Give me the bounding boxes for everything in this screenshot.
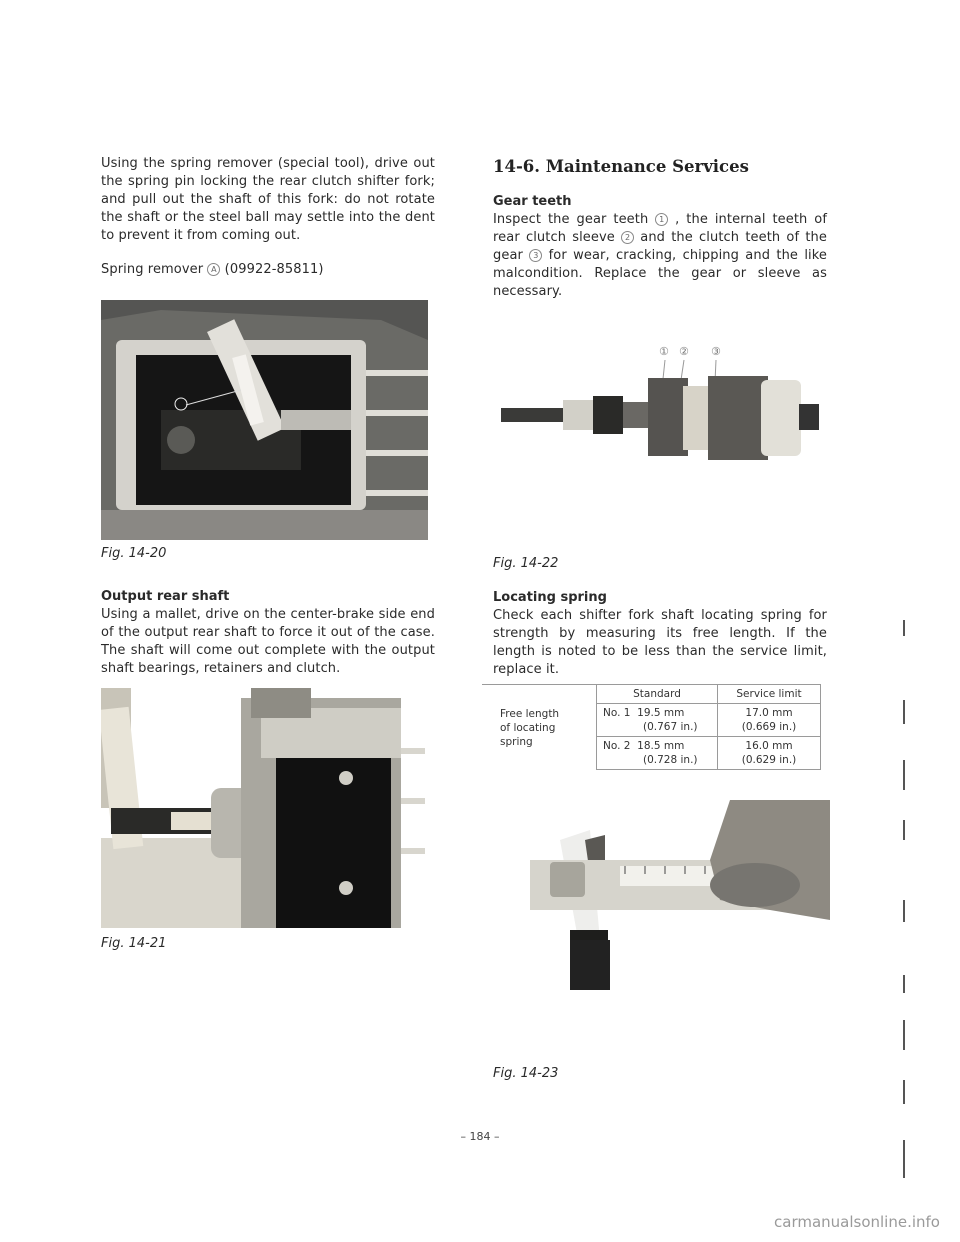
table-header-row [482, 685, 821, 704]
locating-spring-heading: Locating spring [493, 590, 607, 605]
header-service-limit: Service limit [718, 685, 821, 704]
fig-14-23-photo [530, 800, 830, 1000]
mark-a-icon: A [207, 263, 220, 276]
gear-text-part-3: and the clutch teeth of the gear [493, 230, 827, 263]
mark-3-icon: 3 [529, 249, 542, 262]
header-standard: Standard [597, 685, 718, 704]
scan-edge-mark [903, 975, 905, 993]
no2-standard-cell [597, 737, 718, 770]
callout-1: ① [659, 345, 669, 358]
spring-remover-line [101, 261, 435, 279]
spring-spec-table [482, 684, 821, 770]
output-rear-shaft-section [101, 588, 435, 678]
watermark: carmanualsonline.info [774, 1213, 940, 1231]
callout-3: ③ [711, 345, 721, 358]
no1-limit-mm: 17.0 mm [745, 707, 793, 719]
left-column [101, 155, 435, 279]
output-rear-shaft-heading: Output rear shaft [101, 589, 230, 604]
scan-edge-mark [903, 820, 905, 840]
no2-standard-mm: 18.5 mm [637, 740, 685, 752]
scan-edge-mark [903, 1080, 905, 1104]
no2-limit-in: (0.629 in.) [741, 754, 797, 766]
fig-14-20-photo [101, 300, 428, 540]
gear-teeth-heading: Gear teeth [493, 194, 572, 209]
row-label-line-3: spring [500, 736, 533, 748]
callout-2: ② [679, 345, 689, 358]
no1-limit-cell [718, 704, 821, 737]
locating-spring-text: Check each shifter fork shaft locating spring for strength by measuring its free length. If the length is noted to be less than the service limit, replace it. [493, 608, 827, 677]
no1-label: No. 1 [603, 707, 631, 719]
mark-2-icon: 2 [621, 231, 634, 244]
no2-limit-mm: 16.0 mm [745, 740, 793, 752]
spring-remover-part-number: (09922-85811) [224, 262, 324, 277]
scan-edge-mark [903, 700, 905, 724]
scan-edge-mark [903, 1140, 905, 1178]
section-title: 14-6. Maintenance Services [493, 157, 749, 176]
gear-text-part-2: , the internal teeth of rear clutch sleeve [493, 212, 828, 245]
scan-edge-mark [903, 1020, 905, 1050]
no1-standard-cell [597, 704, 718, 737]
no1-standard-mm: 19.5 mm [637, 707, 685, 719]
row-label-cell [482, 685, 597, 770]
row-label-line-1: Free length [500, 708, 560, 720]
row-label-line-2: of locating [500, 722, 556, 734]
no2-standard-in: (0.728 in.) [643, 754, 698, 766]
fig-14-22-caption: Fig. 14-22 [493, 556, 559, 571]
fig-14-23-caption: Fig. 14-23 [493, 1066, 559, 1081]
no2-limit-cell [718, 737, 821, 770]
no1-standard-in: (0.767 in.) [643, 721, 698, 733]
spring-remover-label: Spring remover [101, 262, 204, 277]
page-number: – 184 – [460, 1130, 500, 1143]
fig-14-21-photo [101, 688, 425, 928]
fig-14-22-photo [493, 330, 823, 500]
scan-edge-mark [903, 620, 905, 636]
intro-paragraph: Using the spring remover (special tool), drive out the spring pin locking the rear clutch shifter fork; and pull out the shaft of this fork: do not rotate the shaft or the steel ball may settle into the dent to prevent it from coming out. [101, 156, 435, 243]
scan-edge-mark [903, 900, 905, 922]
gear-text-part-4: for wear, cracking, chipping and the like malcondition. Replace the gear or sleeve as necessary. [493, 248, 828, 299]
gear-teeth-section [493, 193, 827, 301]
no2-label: No. 2 [603, 740, 631, 752]
output-rear-shaft-text: Using a mallet, drive on the center-brake side end of the output rear shaft to force it out of the case. The shaft will come out complete with the output shaft bearings, retainers and clutch. [101, 607, 435, 676]
locating-spring-section [493, 589, 827, 679]
fig-14-21-caption: Fig. 14-21 [101, 936, 167, 951]
mark-1-icon: 1 [655, 213, 668, 226]
fig-14-20-caption: Fig. 14-20 [101, 546, 167, 561]
gear-text-part-1: Inspect the gear teeth [493, 212, 649, 227]
gear-teeth-text [493, 211, 827, 301]
no1-limit-in: (0.669 in.) [741, 721, 797, 733]
scan-edge-mark [903, 760, 905, 790]
